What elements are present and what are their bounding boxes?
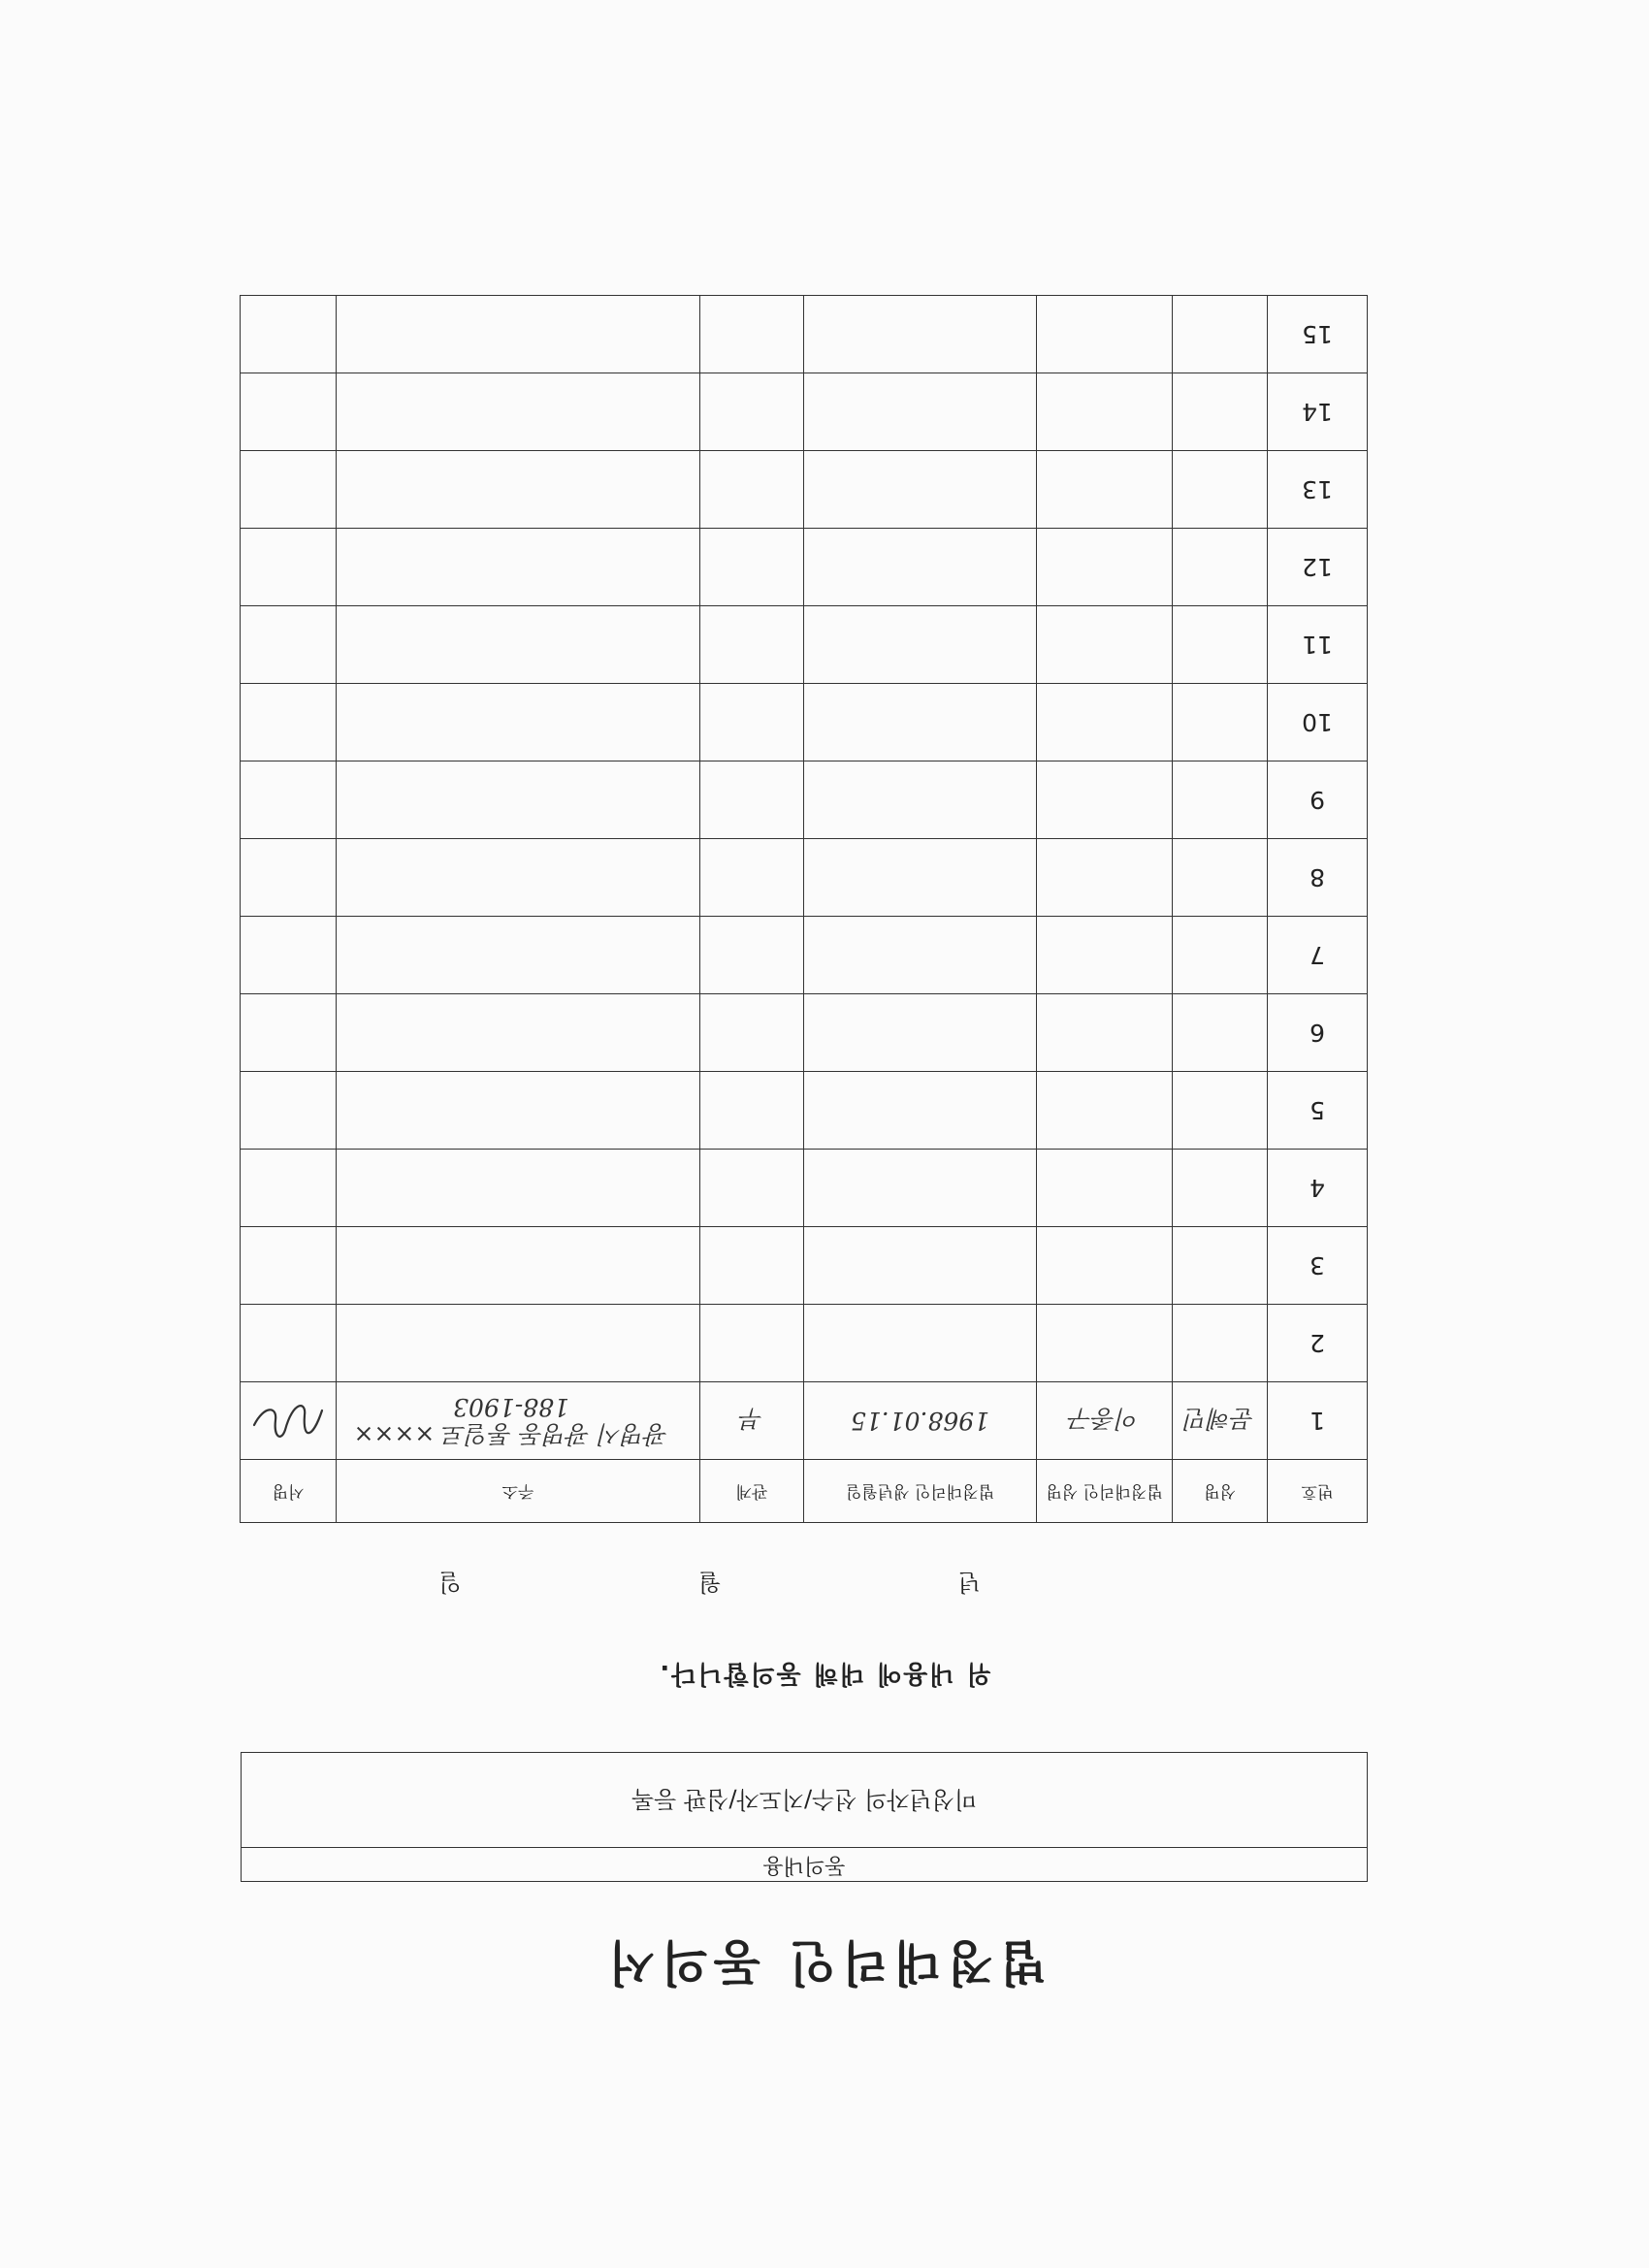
row-signature	[241, 606, 337, 684]
row-name	[1173, 1227, 1268, 1305]
row-guardian-birth	[804, 1305, 1037, 1382]
row-name	[1173, 373, 1268, 451]
row-relation: 부	[700, 1382, 804, 1460]
row-guardian-name	[1037, 917, 1173, 994]
row-guardian-name	[1037, 684, 1173, 761]
row-relation	[700, 994, 804, 1072]
row-signature	[241, 917, 337, 994]
row-relation	[700, 684, 804, 761]
row-number: 1	[1268, 1382, 1368, 1460]
row-guardian-birth	[804, 684, 1037, 761]
date-month-label: 월	[698, 1569, 722, 1596]
header-signature: 서명	[241, 1460, 337, 1523]
date-year-label: 년	[957, 1569, 981, 1596]
row-signature	[241, 839, 337, 917]
row-name	[1173, 1150, 1268, 1227]
row-guardian-birth	[804, 917, 1037, 994]
row-signature	[241, 296, 337, 373]
row-name: 문혜민	[1173, 1382, 1268, 1460]
row-address	[337, 917, 700, 994]
row-number: 14	[1268, 373, 1368, 451]
row-address	[337, 1227, 700, 1305]
table-row	[241, 296, 1368, 373]
guardian-table	[240, 295, 1368, 1523]
row-address	[337, 1305, 700, 1382]
row-guardian-name	[1037, 373, 1173, 451]
row-relation	[700, 529, 804, 606]
row-guardian-name	[1037, 529, 1173, 606]
row-name	[1173, 839, 1268, 917]
address-line-2: 188-1903	[453, 1393, 569, 1422]
row-number: 13	[1268, 451, 1368, 529]
row-address	[337, 451, 700, 529]
row-name	[1173, 606, 1268, 684]
row-guardian-name	[1037, 296, 1173, 373]
row-relation	[700, 839, 804, 917]
row-address	[337, 296, 700, 373]
row-guardian-birth	[804, 761, 1037, 839]
agreement-statement: 위 내용에 대해 동의합니다.	[658, 1659, 991, 1688]
row-address	[337, 1382, 700, 1460]
row-number: 15	[1268, 296, 1368, 373]
row-number: 5	[1268, 1072, 1368, 1150]
row-signature	[241, 761, 337, 839]
row-signature	[241, 529, 337, 606]
row-number: 2	[1268, 1305, 1368, 1382]
row-signature	[241, 1227, 337, 1305]
consent-box	[241, 1752, 1368, 1882]
row-guardian-birth	[804, 1227, 1037, 1305]
table-row	[241, 1150, 1368, 1227]
row-signature	[241, 373, 337, 451]
table-header-row	[241, 1460, 1368, 1523]
table-row	[241, 1305, 1368, 1382]
table-row	[241, 606, 1368, 684]
row-signature	[241, 994, 337, 1072]
row-number: 3	[1268, 1227, 1368, 1305]
row-signature	[241, 451, 337, 529]
row-number: 11	[1268, 606, 1368, 684]
row-guardian-name	[1037, 994, 1173, 1072]
header-number: 번호	[1268, 1460, 1368, 1523]
row-signature	[241, 1305, 337, 1382]
row-guardian-birth	[804, 839, 1037, 917]
row-guardian-name	[1037, 606, 1173, 684]
row-address	[337, 839, 700, 917]
row-address	[337, 684, 700, 761]
row-guardian-birth	[804, 1072, 1037, 1150]
row-relation	[700, 1227, 804, 1305]
table-row	[241, 1382, 1368, 1460]
row-address	[337, 1150, 700, 1227]
row-address	[337, 1072, 700, 1150]
row-relation	[700, 606, 804, 684]
header-guardian-name: 법정대리인 성명	[1037, 1460, 1173, 1523]
row-name	[1173, 761, 1268, 839]
row-guardian-birth	[804, 451, 1037, 529]
row-guardian-name	[1037, 761, 1173, 839]
row-address	[337, 994, 700, 1072]
row-relation	[700, 1072, 804, 1150]
row-guardian-birth	[804, 529, 1037, 606]
table-row	[241, 994, 1368, 1072]
row-number: 6	[1268, 994, 1368, 1072]
row-signature	[241, 1150, 337, 1227]
row-name	[1173, 994, 1268, 1072]
row-signature	[241, 684, 337, 761]
consent-heading: 동의내용	[242, 1847, 1367, 1881]
row-relation	[700, 296, 804, 373]
document-title: 법정대리인 동의서	[602, 1934, 1047, 1991]
row-number: 7	[1268, 917, 1368, 994]
row-number: 10	[1268, 684, 1368, 761]
row-relation	[700, 373, 804, 451]
row-guardian-name	[1037, 1227, 1173, 1305]
row-address	[337, 606, 700, 684]
row-signature	[241, 1382, 337, 1460]
table-row	[241, 684, 1368, 761]
header-guardian-birth: 법정대리인 생년월일	[804, 1460, 1037, 1523]
row-signature	[241, 1072, 337, 1150]
row-number: 8	[1268, 839, 1368, 917]
row-number: 12	[1268, 529, 1368, 606]
date-line	[0, 1568, 1649, 1602]
consent-text: 미성년자의 선수/지도자/심판 등록	[631, 1786, 978, 1813]
row-address	[337, 373, 700, 451]
row-guardian-birth: 1968.01.15	[804, 1382, 1037, 1460]
row-name	[1173, 1072, 1268, 1150]
date-day-label: 일	[438, 1569, 462, 1596]
row-name	[1173, 1305, 1268, 1382]
table-row	[241, 839, 1368, 917]
address-line-1: 광명시 광명동 통일로 ××××	[353, 1420, 669, 1449]
row-guardian-birth	[804, 1150, 1037, 1227]
table-row	[241, 451, 1368, 529]
row-guardian-birth	[804, 994, 1037, 1072]
row-relation	[700, 917, 804, 994]
row-name	[1173, 684, 1268, 761]
row-guardian-name	[1037, 451, 1173, 529]
table-row	[241, 529, 1368, 606]
row-guardian-birth	[804, 606, 1037, 684]
row-address	[337, 529, 700, 606]
row-guardian-name	[1037, 1072, 1173, 1150]
table-row	[241, 917, 1368, 994]
row-guardian-name: 이종구	[1037, 1382, 1173, 1460]
table-row	[241, 1072, 1368, 1150]
row-name	[1173, 296, 1268, 373]
table-row	[241, 1227, 1368, 1305]
header-address: 주소	[337, 1460, 700, 1523]
row-name	[1173, 529, 1268, 606]
row-guardian-name	[1037, 1150, 1173, 1227]
row-guardian-birth	[804, 296, 1037, 373]
row-relation	[700, 761, 804, 839]
row-guardian-name	[1037, 839, 1173, 917]
row-relation	[700, 1305, 804, 1382]
row-relation	[700, 1150, 804, 1227]
handwritten-signature	[244, 1392, 332, 1450]
table-row	[241, 373, 1368, 451]
header-name: 성명	[1173, 1460, 1268, 1523]
row-relation	[700, 451, 804, 529]
row-name	[1173, 451, 1268, 529]
header-relation: 관계	[700, 1460, 804, 1523]
row-name	[1173, 917, 1268, 994]
row-guardian-birth	[804, 373, 1037, 451]
table-row	[241, 761, 1368, 839]
row-number: 9	[1268, 761, 1368, 839]
row-address	[337, 761, 700, 839]
row-number: 4	[1268, 1150, 1368, 1227]
row-guardian-name	[1037, 1305, 1173, 1382]
